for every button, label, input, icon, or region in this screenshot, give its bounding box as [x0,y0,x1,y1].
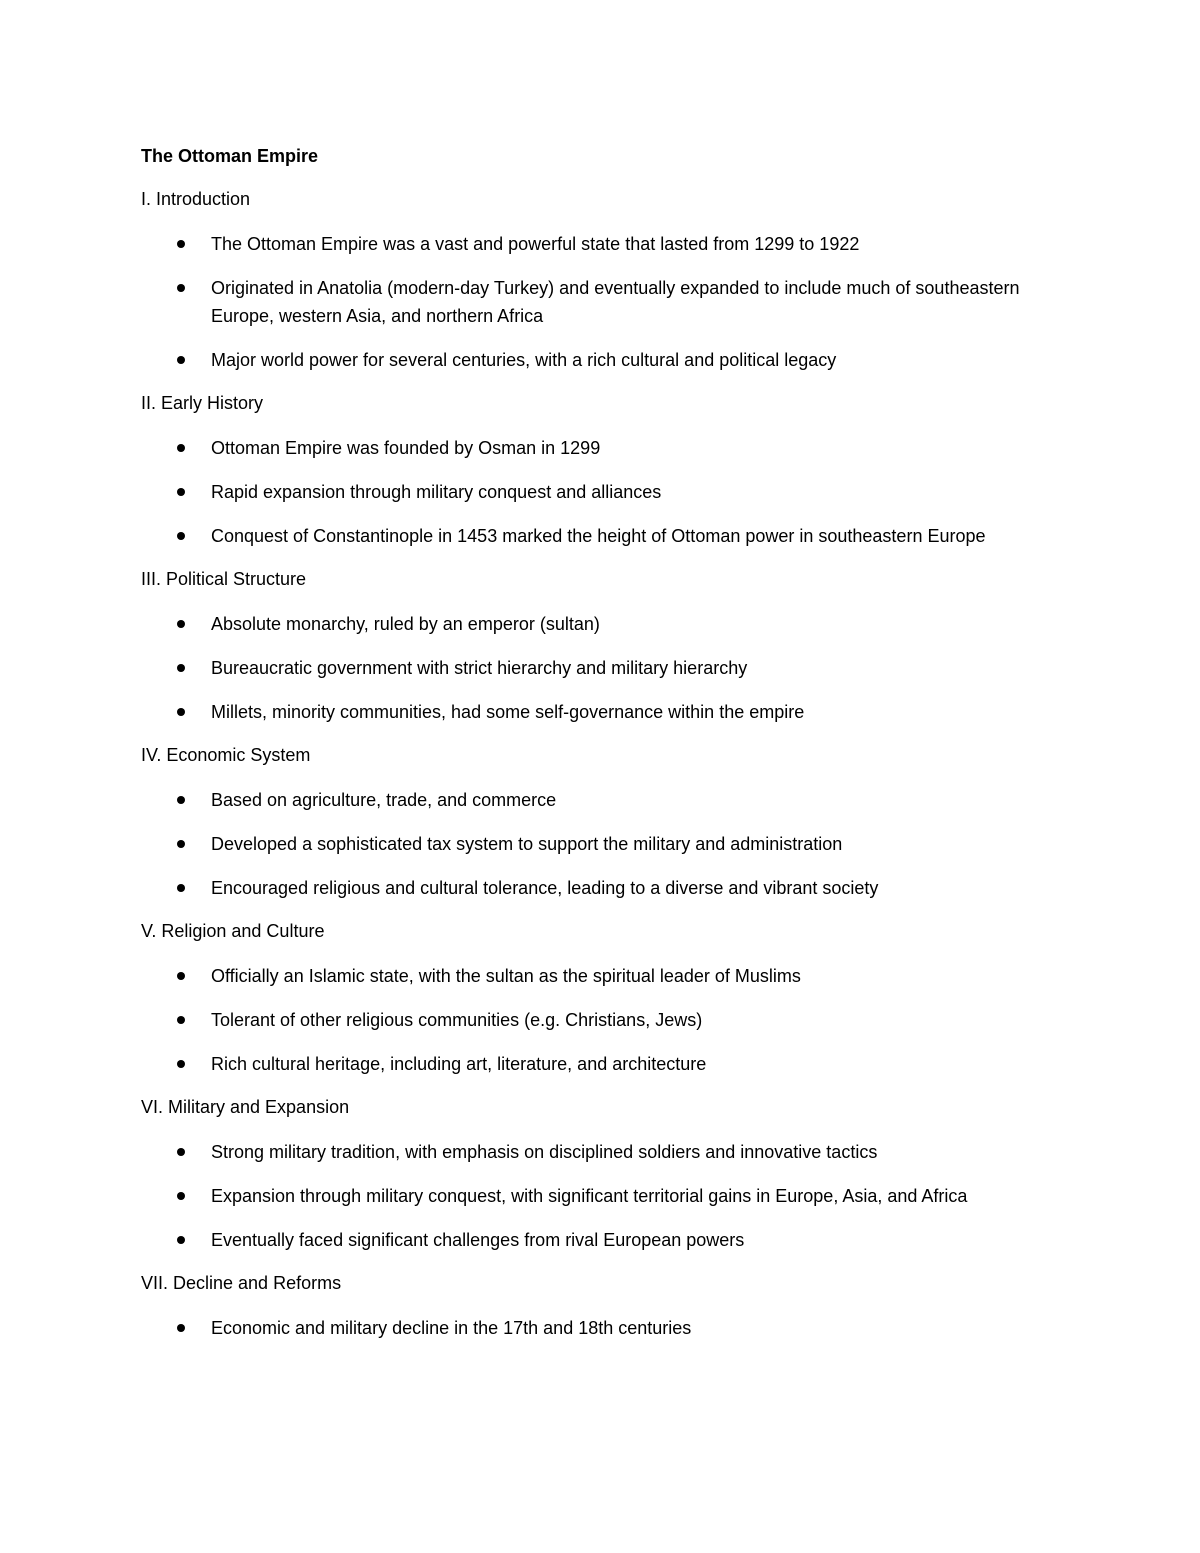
list-item [141,1314,1081,1342]
list-item [141,346,1081,374]
section-military-expansion [141,1094,1081,1254]
document-body [141,143,1081,1342]
list-item [141,830,1081,858]
list-item-text: Ottoman Empire was founded by Osman in 1299 [211,438,601,458]
bullet-icon [177,1192,185,1200]
list-item [141,230,1081,258]
bullet-icon [177,664,185,672]
list-item-text: Expansion through military conquest, with significant territorial gains in Europe, Asia, and Africa [211,1186,968,1206]
bullet-list [141,1314,1081,1342]
list-item [141,1182,1081,1210]
list-item-text: Encouraged religious and cultural tolerance, leading to a diverse and vibrant society [211,878,879,898]
section-economic-system [141,742,1081,902]
bullet-icon [177,532,185,540]
section-heading: V. Religion and Culture [141,921,325,941]
bullet-list [141,962,1081,1078]
section-heading: VII. Decline and Reforms [141,1273,342,1293]
bullet-icon [177,796,185,804]
section-introduction [141,186,1081,374]
list-item [141,274,1081,330]
bullet-list [141,786,1081,902]
list-item [141,522,1081,550]
list-item-text: Eventually faced significant challenges from rival European powers [211,1230,745,1250]
list-item [141,962,1081,990]
list-item-text: Based on agriculture, trade, and commerce [211,790,557,810]
section-heading: I. Introduction [141,189,251,209]
bullet-icon [177,356,185,364]
bullet-list [141,434,1081,550]
list-item [141,1138,1081,1166]
bullet-icon [177,884,185,892]
list-item [141,478,1081,506]
bullet-icon [177,1324,185,1332]
bullet-icon [177,1236,185,1244]
bullet-icon [177,708,185,716]
list-item [141,434,1081,462]
list-item-text: Millets, minority communities, had some self-governance within the empire [211,702,805,722]
list-item [141,786,1081,814]
bullet-icon [177,1060,185,1068]
bullet-icon [177,840,185,848]
bullet-icon [177,1016,185,1024]
section-heading: IV. Economic System [141,745,311,765]
list-item [141,654,1081,682]
list-item-text: Originated in Anatolia (modern-day Turkey) and eventually expanded to include much of southeastern Europe, western Asia, and northern Africa [211,278,1020,326]
document-title: The Ottoman Empire [141,146,319,166]
bullet-icon [177,1148,185,1156]
section-political-structure [141,566,1081,726]
list-item-text: Officially an Islamic state, with the sultan as the spiritual leader of Muslims [211,966,801,986]
list-item [141,610,1081,638]
bullet-icon [177,972,185,980]
list-item-text: Bureaucratic government with strict hierarchy and military hierarchy [211,658,748,678]
list-item-text: Developed a sophisticated tax system to support the military and administration [211,834,843,854]
list-item-text: Absolute monarchy, ruled by an emperor (sultan) [211,614,600,634]
section-heading: II. Early History [141,393,264,413]
list-item [141,1226,1081,1254]
bullet-icon [177,240,185,248]
bullet-icon [177,488,185,496]
bullet-list [141,230,1081,374]
list-item [141,874,1081,902]
section-religion-culture [141,918,1081,1078]
list-item [141,1050,1081,1078]
list-item-text: Major world power for several centuries, with a rich cultural and political legacy [211,350,837,370]
list-item-text: Conquest of Constantinople in 1453 marked the height of Ottoman power in southeastern Europe [211,526,986,546]
list-item-text: Tolerant of other religious communities (e.g. Christians, Jews) [211,1010,703,1030]
section-decline-reforms [141,1270,1081,1342]
list-item-text: Rapid expansion through military conquest and alliances [211,482,662,502]
bullet-icon [177,620,185,628]
list-item [141,1006,1081,1034]
list-item-text: Strong military tradition, with emphasis on disciplined soldiers and innovative tactics [211,1142,878,1162]
bullet-list [141,1138,1081,1254]
bullet-icon [177,444,185,452]
bullet-icon [177,284,185,292]
list-item [141,698,1081,726]
section-heading: III. Political Structure [141,569,307,589]
list-item-text: Rich cultural heritage, including art, literature, and architecture [211,1054,707,1074]
section-heading: VI. Military and Expansion [141,1097,350,1117]
section-early-history [141,390,1081,550]
bullet-list [141,610,1081,726]
list-item-text: The Ottoman Empire was a vast and powerful state that lasted from 1299 to 1922 [211,234,860,254]
list-item-text: Economic and military decline in the 17th and 18th centuries [211,1318,692,1338]
